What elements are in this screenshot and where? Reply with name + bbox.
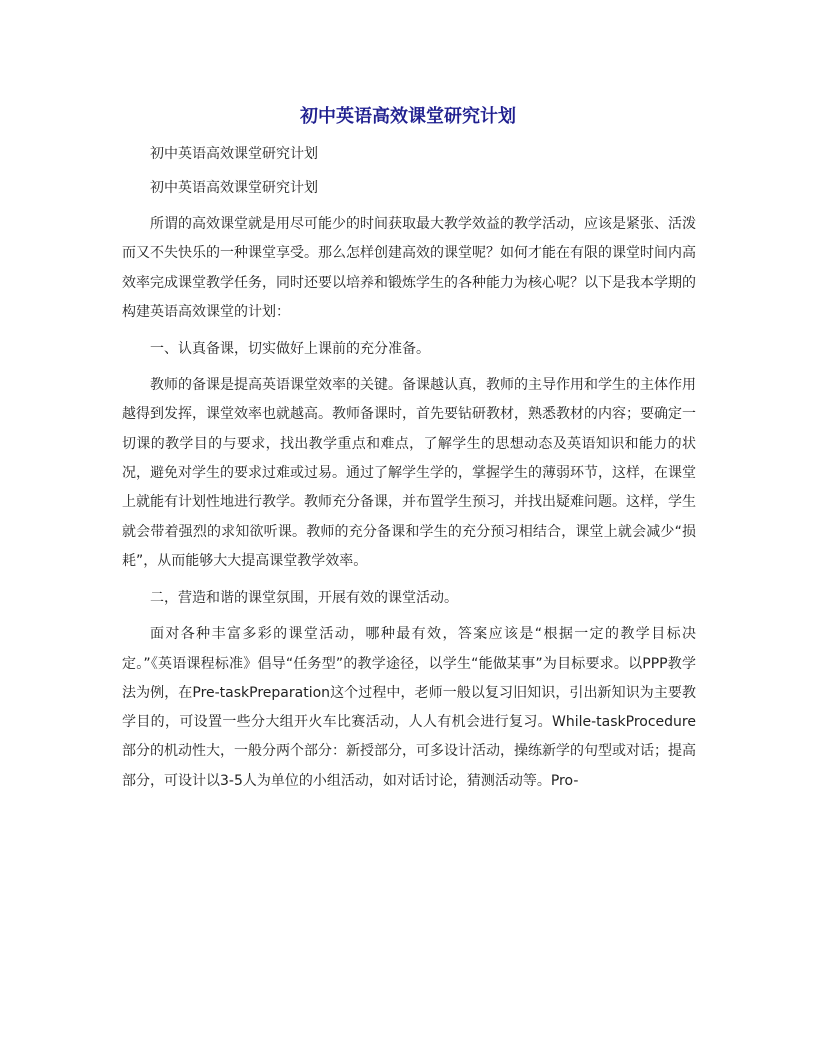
section-1-paragraph: 教师的备课是提高英语课堂效率的关键。备课越认真，教师的主导作用和学生的主体作用越得到发挥，课堂效率也就越高。教师备课时，首先要钻研教材，熟悉教材的内容；要确定一切课的教学目的与要求，找出教学重点和难点，了解学生的思想动态及英语知识和能力的状况，避免对学生的要求过难或过易。通过了解学生学的，掌握学生的薄弱环节，这样，在课堂上就能有计划性地进行教学。教师充分备课，并布置学生预习，并找出疑难问题。这样，学生就会带着强烈的求知欲听课。教师的充分备课和学生的充分预习相结合，课堂上就会减少“损耗”，从而能够大大提高课堂教学效率。 <box>122 377 696 569</box>
subtitle-paragraph-2: 初中英语高效课堂研究计划 <box>150 180 318 196</box>
document-title: 初中英语高效课堂研究计划 <box>300 106 516 127</box>
subtitle-paragraph-1: 初中英语高效课堂研究计划 <box>150 146 318 162</box>
section-2-paragraph: 面对各种丰富多彩的课堂活动，哪种最有效，答案应该是“根据一定的教学目标决定。”《英语课程标准》倡导“任务型”的教学途径，以学生“能做某事”为目标要求。以PPP教学法为例，在Pre-taskPreparation这个过程中，老师一般以复习旧知识，引出新知识为主要教学目的，可设置一些分大组开火车比赛活动，人人有机会进行复习。While-taskProcedure部分的机动性大，一般分两个部分：新授部分，可多设计活动，操练新学的句型或对话；提高部分，可设计以3-5人为单位的小组活动，如对话讨论，猜测活动等。Pro- <box>122 626 696 789</box>
intro-paragraph: 所谓的高效课堂就是用尽可能少的时间获取最大教学效益的教学活动，应该是紧张、活泼而又不失快乐的一种课堂享受。那么怎样创建高效的课堂呢？如何才能在有限的课堂时间内高效率完成课堂教学任务，同时还要以培养和锻炼学生的各种能力为核心呢？以下是我本学期的构建英语高效课堂的计划： <box>122 216 696 320</box>
section-heading-2: 二，营造和谐的课堂氛围，开展有效的课堂活动。 <box>150 590 458 607</box>
document-body <box>122 137 696 796</box>
section-heading-1: 一、认真备课，切实做好上课前的充分准备。 <box>150 341 430 358</box>
